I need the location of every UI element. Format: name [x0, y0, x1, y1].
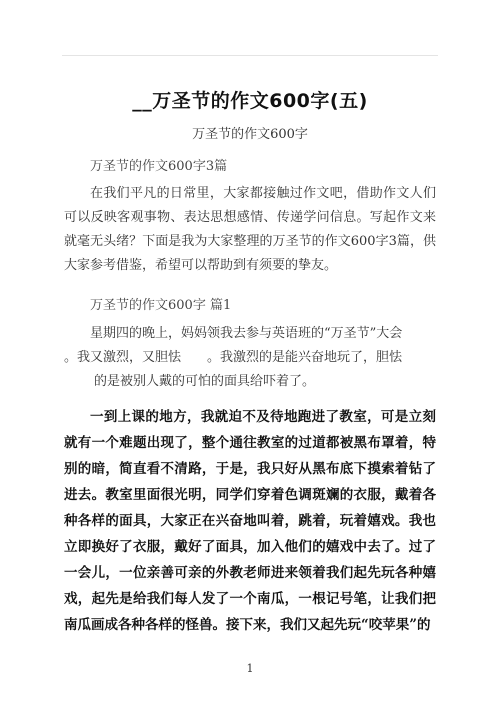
document-subtitle: 万圣节的作文600字 — [192, 127, 308, 142]
page-number: 1 — [246, 662, 254, 675]
bold-paragraph: 一到上课的地方，我就迫不及待地跑进了教室，可是立刻就有一个难题出现了，整个通往教室的过道都被黑布罩着，特别的暗，简直看不清路，于是，我只好从黑布底下摸索着钻了进去。教室里面很光明，同学们穿着色调斑斓的衣服，戴着各种各样的面具，大家正在兴奋地叫着，跳着，玩着嬉戏。我也立即换好了衣服，戴好了面具，加入他们的嬉戏中去了。过了一会儿，一位亲善可亲的外教老师进来领着我们起先玩各种嬉戏，起先是给我们每人发了一个南瓜，一根记号笔，让我们把南瓜画成各种各样的怪兽。接下来，我们又起先玩“咬苹果”的 — [64, 409, 436, 633]
intro-paragraph: 在我们平凡的日常里，大家都接触过作文吧，借助作文人们可以反映客观事物、表达思想感情、传递学问信息。写起作文来就毫无头绪？下面是我为大家整理的万圣节的作文600字3篇，供大家参考借鉴，希望可以帮助到有须要的挚友。 — [64, 186, 436, 273]
document-title: __万圣节的作文600字(五) — [132, 90, 368, 112]
header-divider — [62, 55, 438, 56]
story-line: 星期四的晚上，妈妈领我去参与英语班的“万圣节”大会 — [90, 326, 403, 341]
story-line: 的是被别人戴的可怕的面具给吓着了。 — [94, 374, 316, 389]
section-heading: 万圣节的作文600字3篇 — [90, 159, 228, 174]
article-heading: 万圣节的作文600字 篇1 — [90, 298, 232, 313]
story-line: 。我又激烈，又胆怯 。我激烈的是能兴奋地玩了，胆怯 — [64, 350, 403, 365]
